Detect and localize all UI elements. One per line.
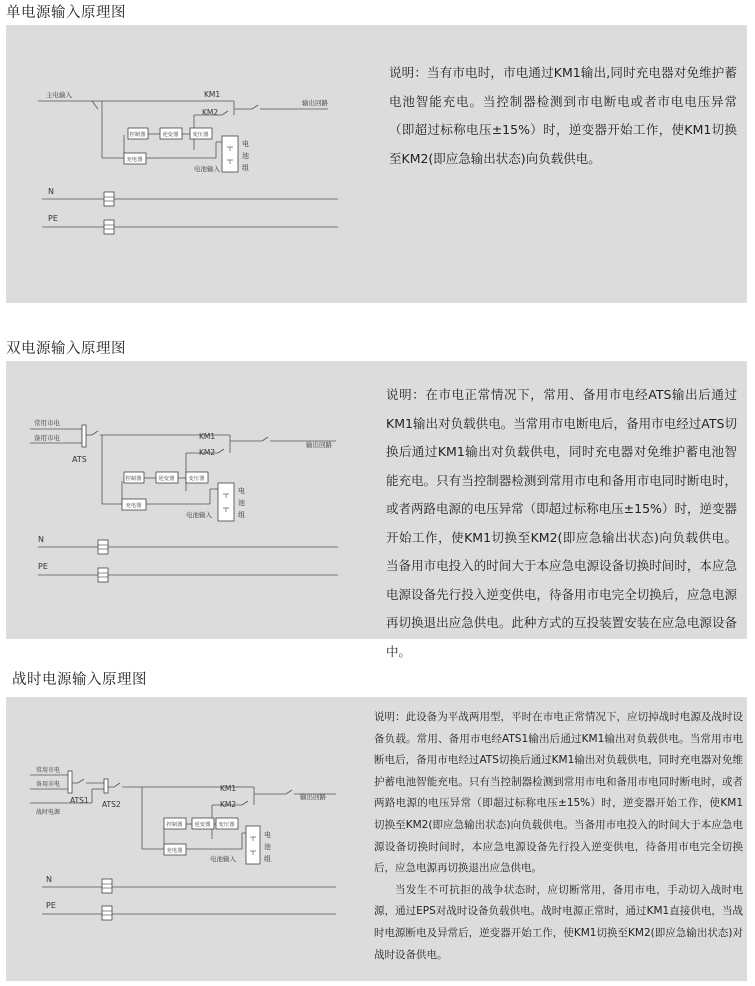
description-text-1: 说明：此设备为平战两用型，平时在市电正常情况下，应切掉战时电源及战时设备负载。常用、备用市电经ATS1输出后通过KM1输出对负载供电。当常用市电断电后，备用市电经过ATS切换后通过KM1输出对负载供电，同时充电器对免维护蓄电池智能充电。只有当控制器检测到常用市电和备用市电同时断电时，或者两路电源的电压异常（即超过标称电压±15%）时，逆变器开始工作，使KM1切换至KM2(即应急输出状态)向负载供电。当备用市电投入的时间大于本应急电源设备切换时间时，本应急电源设备先行投入逆变供电，待备用市电完全切换后，应急电源再切换退出应急供电。 [374, 711, 743, 875]
output-label: 输出回路 [302, 99, 328, 107]
battery-label-3: 组 [238, 511, 245, 519]
input-backup-label: 备用市电 [34, 434, 60, 442]
section-title-dual: 双电源输入原理图 [6, 341, 126, 357]
main-input-label: 主电输入 [46, 91, 72, 99]
transformer-label: 变压器 [188, 476, 205, 482]
battery-input-label: 电池输入 [186, 511, 212, 519]
battery-label-2: 池 [242, 152, 249, 160]
n-fuse [98, 540, 108, 554]
ats1-label: ATS1 [70, 796, 89, 805]
input-wartime-label: 战时电源 [36, 809, 61, 816]
controller-label: 控制器 [166, 822, 183, 828]
output-label: 输出回路 [306, 441, 332, 449]
km1-label: KM1 [204, 90, 221, 99]
transformer-label: 变压器 [218, 822, 235, 828]
battery-label-1: 电 [264, 831, 271, 839]
ats2-label: ATS2 [102, 800, 121, 809]
n-fuse [104, 192, 114, 206]
battery-label-1: 电 [238, 487, 245, 495]
ats-label: ATS [72, 455, 87, 464]
panel-dual-source [6, 361, 747, 659]
battery-input-label: 电池输入 [210, 855, 236, 863]
battery-box [222, 136, 238, 172]
section-title-single: 单电源输入原理图 [6, 5, 126, 21]
inverter-label: 逆变器 [162, 132, 179, 138]
n-label: N [38, 535, 44, 544]
controller-label: 控制器 [129, 132, 146, 138]
charger-label: 充电器 [125, 503, 142, 509]
inverter-label: 逆变器 [194, 822, 211, 828]
n-label: N [46, 875, 52, 884]
km2-label: KM2 [220, 800, 237, 809]
description-wartime [374, 707, 743, 966]
description-text: 说明：当有市电时，市电通过KM1输出,同时充电器对免维护蓄电池智能充电。当控制器检测到市电断电或者市电电压异常（即超过标称电压±15%）时，逆变器开始工作，使KM1切换至KM2(即应急输出状态)向负载供电。 [389, 65, 737, 166]
battery-box [246, 826, 260, 864]
pe-fuse [104, 220, 114, 234]
pe-label: PE [48, 214, 58, 223]
n-label: N [48, 187, 54, 196]
description-dual [386, 381, 737, 666]
battery-label-2: 池 [264, 843, 271, 851]
circuit-diagram-wartime [6, 697, 376, 981]
charger-label: 充电器 [126, 157, 143, 163]
pe-fuse [102, 906, 112, 920]
description-text-2: 当发生不可抗拒的战争状态时，应切断常用，备用市电，手动切入战时电源，通过EPS对战时设备负载供电。战时电源正常时，通过KM1直接供电，当战时电源断电及异常后，逆变器开始工作，使KM1切换至KM2(即应急输出状态)对战时设备供电。 [374, 883, 743, 961]
battery-label-2: 池 [238, 499, 245, 507]
km1-label: KM1 [199, 432, 216, 441]
input-common-label: 常用市电 [34, 419, 60, 427]
circuit-diagram-dual [6, 361, 376, 639]
n-fuse [102, 879, 112, 893]
circuit-diagram-single [6, 25, 376, 303]
transformer-label: 变压器 [192, 132, 209, 138]
pe-fuse [98, 568, 108, 582]
battery-input-label: 电池输入 [194, 165, 220, 173]
km2-label: KM2 [202, 108, 219, 117]
description-text: 说明：在市电正常情况下，常用、备用市电经ATS输出后通过KM1输出对负载供电。当常用市电断电后，备用市电经过ATS切换后通过KM1输出对负载供电，同时充电器对免维护蓄电池智能充电。只有当控制器检测到常用市电和备用市电同时断电时，或者两路电源的电压异常（即超过标称电压±15%）时，逆变器开始工作，使KM1切换至KM2(即应急输出状态)向负载供电。当备用市电投入的时间大于本应急电源设备切换时间时，本应急电源设备先行投入逆变供电，待备用市电完全切换后，应急电源再切换退出应急供电。此种方式的互投装置安装在应急电源设备中。 [386, 387, 737, 659]
panel-wartime-source [6, 697, 747, 981]
output-label: 输出回路 [300, 793, 326, 801]
inverter-label: 逆变器 [158, 476, 175, 482]
battery-box [218, 483, 234, 521]
input-backup-label: 备用市电 [36, 781, 61, 788]
pe-label: PE [46, 901, 56, 910]
pe-label: PE [38, 562, 48, 571]
section-title-wartime: 战时电源输入原理图 [12, 672, 147, 688]
description-single [389, 59, 737, 173]
battery-label-3: 组 [242, 164, 249, 172]
controller-label: 控制器 [125, 476, 142, 482]
battery-label-1: 电 [242, 140, 249, 148]
panel-single-source [6, 25, 747, 303]
input-common-label: 常用市电 [36, 767, 61, 774]
km2-label: KM2 [199, 448, 216, 457]
battery-label-3: 组 [264, 855, 271, 863]
km1-label: KM1 [220, 784, 237, 793]
charger-label: 充电器 [166, 848, 183, 854]
